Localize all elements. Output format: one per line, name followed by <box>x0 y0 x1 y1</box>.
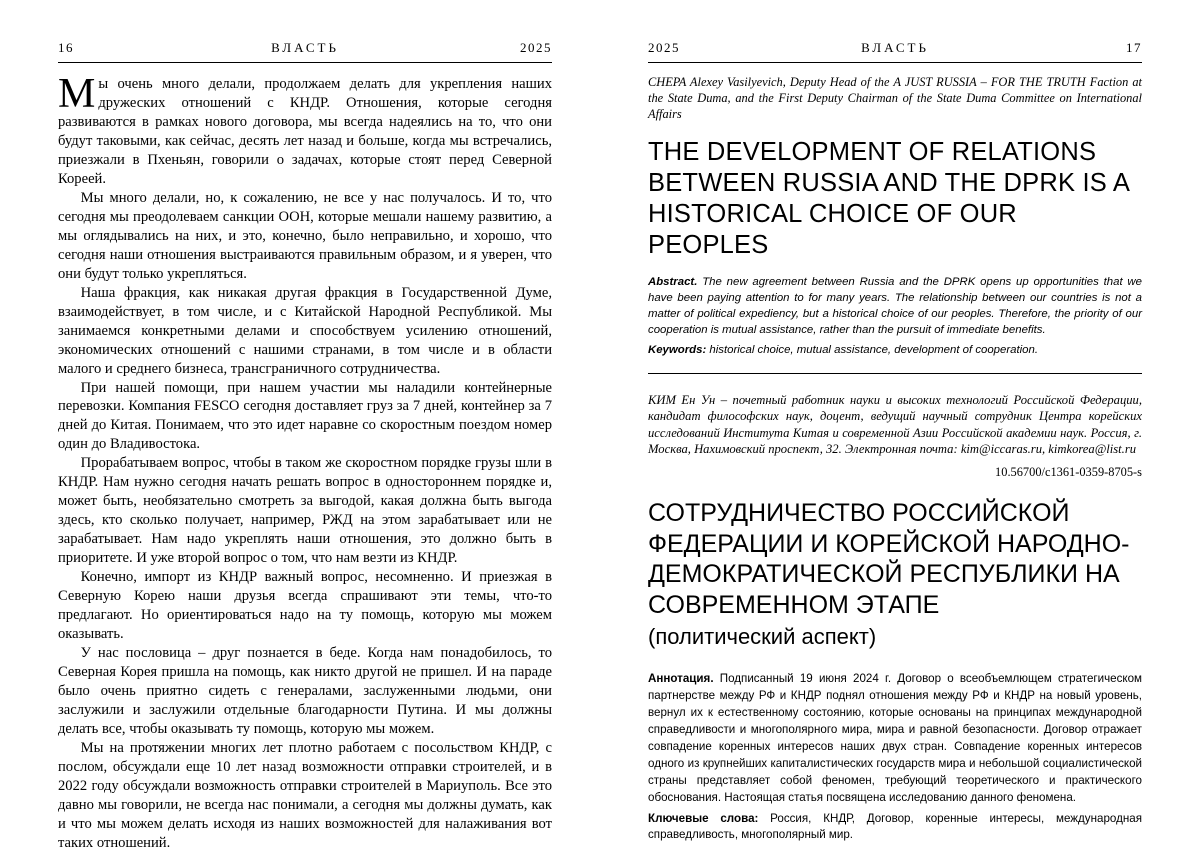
body-paragraph-7: У нас пословица – друг познается в беде. Когда нам понадобилось, то Северная Корея пришла на помощь, как никто другой не пришел. И на параде было очень приятно сидеть с генералами, заслуженными людьми, они заслужили и заслужили отдельные благодарности Путина. И мы должны делать все, чтобы оказывать ту помощь, которую мы можем. <box>58 645 552 737</box>
english-author-affiliation: , Deputy Head of the A JUST RUSSIA – FOR THE TRUTH Faction at the State Duma, and the First Deputy Chairman of the State Duma Committee on International Affairs <box>648 75 1142 121</box>
russian-author-name: КИМ Ен Ун <box>648 392 716 407</box>
body-paragraph-8: Мы на протяжении многих лет плотно работаем с посольством КНДР, с послом, обсуждали еще 10 лет назад возможности отправки строителей, и в 2022 году обсуждали возможность отправки строителей в Мариуполь. Все это давно мы говорили, не всегда нас понимали, а сегодня мы должны думать, как и что мы можем делать исходя из наших возможностей для налаживания вот таких отношений. <box>58 739 552 851</box>
english-article-title: THE DEVELOPMENT OF RELATIONS BETWEEN RUSSIA AND THE DPRK IS A HISTORICAL CHOICE OF OUR PEOPLES <box>648 137 1129 259</box>
russian-keywords <box>648 811 1142 845</box>
body-paragraph-6: Конечно, импорт из КНДР важный вопрос, несомненно. И приезжая в Северную Корею наши друзья всегда спрашивают эти темы, что-то предлагают. Но ориентироваться надо на ту помощь, которую мы можем оказывать. <box>58 569 552 643</box>
russian-article-subtitle: (политический аспект) <box>648 624 877 650</box>
right-page-number: 17 <box>1126 40 1142 55</box>
left-body-text <box>58 71 552 853</box>
body-paragraph-2: Мы много делали, но, к сожалению, не все у нас получалось. И то, что сегодня мы преодолеваем санкции ООН, которые мешали нашему развитию, а мы оглядывались на них, и это, конечно, было неправильно, и хорошо, что сегодня наши отношения выстраиваются правильным образом, и я уверен, что они будут только укрепляться. <box>58 189 552 282</box>
right-running-head <box>648 40 1142 56</box>
english-keywords <box>648 343 1142 359</box>
russian-article-title: СОТРУДНИЧЕСТВО РОССИЙСКОЙ ФЕДЕРАЦИИ И КОРЕЙСКОЙ НАРОДНО-ДЕМОКРАТИЧЕСКОЙ РЕСПУБЛИКИ НА СОВРЕМЕННОМ ЭТАПЕ <box>648 499 1130 619</box>
russian-author-block <box>648 392 1142 457</box>
body-paragraph-5: Прорабатываем вопрос, чтобы в таком же скоростном порядке грузы шли в КНДР. Нам нужно сегодня начать решать вопрос в одностороннем порядке и, может быть, необязательно смотреть за выгодой, какая должна быть выгода здесь, кто сколько получает, например, РЖД на этом зарабатывает или не зарабатывает. Нам надо укреплять наши отношения, это должно быть в приоритете. И уже второй вопрос о том, что нам везти из КНДР. <box>58 455 552 567</box>
left-page-number: 16 <box>58 40 74 55</box>
russian-abstract-text: Подписанный 19 июня 2024 г. Договор о всеобъемлющем стратегическом партнерстве между РФ и КНДР поднял отношения между РФ и КНДР на новый уровень, вернул их к естественному состоянию, которые основаны на принципах международной справедливости и многополярного мира, мира и равной безопасности. Договор отражает совпадение коренных интересов наших двух стран. Совпадение коренных интересов одного из крупнейших капиталистических государств мира и небольшой социалистической страны представляет собой феномен, требующий теоретического и практического обоснования. Настоящая статья посвящена исследованию данного феномена. <box>648 672 1142 804</box>
doi-text: 10.56700/c1361-0359-8705-s <box>995 465 1142 480</box>
left-page <box>0 0 600 852</box>
russian-abstract <box>648 671 1142 806</box>
english-keywords-label: Keywords: <box>648 343 707 356</box>
right-header-rule <box>648 62 1142 63</box>
drop-cap: М <box>58 71 96 117</box>
right-year: 2025 <box>648 40 680 55</box>
body-paragraph-4: При нашей помощи, при нашем участии мы наладили контейнерные перевозки. Компания FESCO сегодня доставляет груз за 7 дней, контейнер за 7 дней до Китая. Понимаем, что это идет наравне со скоростным поездом номер один до Владивостока. <box>58 379 552 453</box>
english-keywords-text: historical choice, mutual assistance, development of cooperation. <box>706 343 1039 356</box>
left-header-rule <box>58 62 552 63</box>
left-journal-title: ВЛАСТЬ <box>271 40 339 55</box>
russian-author-affiliation: – почетный работник науки и высоких технологий Российской Федерации, кандидат философских наук, доцент, ведущий научный сотрудник Центра корейских исследований Института Китая и современной Азии Российской академии наук. Россия, г. Москва, Нахимовский проспект, 32. Электронная почта: kim@iccaras.ru, kimkorea@list.ru <box>648 392 1142 456</box>
russian-keywords-text: Россия, КНДР, Договор, коренные интересы, международная справедливость, многополярный мир. <box>648 811 1142 842</box>
body-paragraph-1-text: ы очень много делали, продолжаем делать для укрепления наших дружеских отношений с КНДР. Отношения, которые сегодня развиваются в рамках нового договора, мы всегда надеялись на то, что они будут таковыми, как сейчас, десять лет назад и больше, когда мы встречались, приезжали в Пхеньян, говорили о задачах, которые стоят перед Северной Кореей. <box>58 76 552 187</box>
russian-abstract-label: Аннотация. <box>648 672 714 686</box>
article-separator-rule <box>648 373 1142 374</box>
russian-keywords-label: Ключевые слова: <box>648 811 759 825</box>
english-author-block <box>648 75 1142 123</box>
english-abstract-text: The new agreement between Russia and the DPRK opens up opportunities that we have been paying attention to for many years. The relationship between our countries is not a matter of political expediency, but a historical choice of our peoples. Therefore, the priority of our cooperation is mutual assistance, rather than the pursuit of immediate benefits. <box>648 276 1142 336</box>
body-paragraph-1 <box>58 71 552 189</box>
english-abstract-label: Abstract. <box>648 276 698 289</box>
body-paragraph-3: Наша фракция, как никакая другая фракция в Государственной Думе, взаимодействует, в том числе, и с Китайской Народной Республикой. Мы занимаемся конкретными делами и способствуем усилению отношений, экономических отношений с нашими странами, в том числе и в области малого и среднего бизнеса, трансграничного сотрудничества. <box>58 284 552 377</box>
right-page <box>600 0 1200 852</box>
left-year: 2025 <box>520 40 552 55</box>
english-author-name: CHEPA Alexey Vasilyevich <box>648 75 783 89</box>
left-running-head <box>58 40 552 56</box>
right-journal-title: ВЛАСТЬ <box>861 40 929 55</box>
english-abstract <box>648 275 1142 339</box>
